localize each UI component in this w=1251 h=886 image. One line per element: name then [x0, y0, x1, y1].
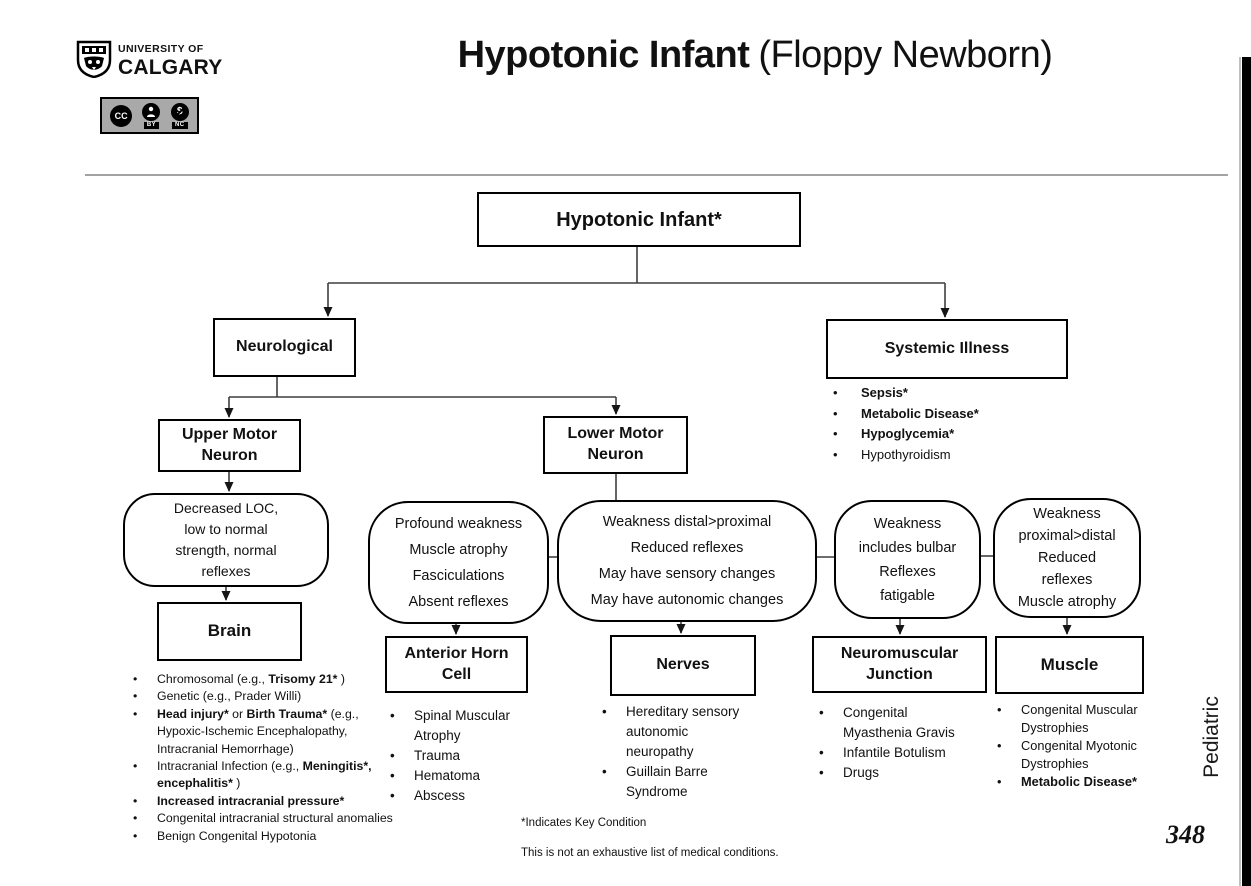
list-item-text: Congenital Myotonic Dystrophies — [1021, 738, 1137, 771]
pill-line: Muscle atrophy — [1017, 594, 1117, 610]
bullet-dot: • — [390, 708, 395, 723]
bullet-dot: • — [819, 705, 824, 720]
list-item-text: Metabolic Disease* — [1021, 774, 1137, 789]
feature-pill-nerves — [557, 500, 817, 622]
list-item — [383, 786, 543, 806]
neuromuscular-junction-list — [812, 703, 997, 783]
list-item — [126, 671, 394, 688]
flow-node-nerves: Nerves — [610, 635, 756, 696]
bullet-dot: • — [390, 768, 395, 783]
pill-line: Fasciculations — [412, 567, 505, 584]
pill-line: reflexes — [201, 563, 251, 579]
brain-list — [126, 671, 394, 845]
bullet-dot: • — [833, 385, 838, 400]
cc-by-person-icon — [142, 103, 160, 121]
list-item-text: Chromosomal (e.g., Trisomy 21* ) — [157, 672, 345, 686]
list-item — [812, 743, 997, 763]
bullet-dot: • — [390, 788, 395, 803]
bullet-dot: • — [602, 764, 607, 779]
cc-nc-label: NC — [172, 122, 188, 129]
pill-line: Decreased LOC, — [173, 500, 279, 516]
nerves-list — [595, 702, 760, 802]
flow-node-root: Hypotonic Infant* — [477, 192, 801, 247]
bullet-dot: • — [833, 426, 838, 441]
flow-node-anterior-horn-cell: Anterior Horn Cell — [385, 636, 528, 693]
uofc-crest-icon — [76, 40, 112, 78]
list-item — [383, 746, 543, 766]
list-item — [595, 702, 760, 762]
pill-line: Weakness distal>proximal — [602, 514, 772, 530]
list-item-text: Infantile Botulism — [843, 745, 946, 760]
cc-by-label: BY — [144, 122, 159, 129]
cc-license-badge — [100, 97, 199, 134]
flow-node-upper-motor-neuron: Upper Motor Neuron — [158, 419, 301, 472]
pill-line: May have sensory changes — [598, 566, 776, 582]
list-item-text: Head injury* or Birth Trauma* (e.g., Hypoxic-Ischemic Encephalopathy, Intracranial Hemorrhage) — [157, 706, 359, 756]
bullet-dot: • — [833, 405, 838, 421]
list-item-text: Congenital intracranial structural anomalies — [157, 811, 393, 826]
list-item — [383, 766, 543, 786]
title-divider — [85, 174, 1228, 176]
list-item — [826, 424, 1064, 445]
feature-pill-muscle — [993, 498, 1141, 618]
bullet-dot: • — [133, 689, 138, 704]
bullet-dot: • — [833, 446, 838, 462]
list-item-text: Intracranial Infection (e.g., Meningitis*, encephalitis* ) — [157, 759, 372, 791]
flow-node-neurological: Neurological — [213, 318, 356, 377]
pill-line: Muscle atrophy — [409, 541, 508, 558]
list-item — [990, 773, 1155, 791]
cc-by-group — [142, 103, 160, 129]
section-tab-label: Pediatric — [1200, 696, 1223, 778]
list-item-text: Hypoglycemia* — [861, 426, 955, 441]
logo-line2: CALGARY — [118, 55, 223, 79]
pill-line: May have autonomic changes — [590, 592, 784, 608]
bullet-dot: • — [133, 828, 138, 843]
bullet-dot: • — [133, 672, 138, 686]
list-item — [126, 758, 394, 793]
muscle-list — [990, 701, 1155, 791]
pill-line: includes bulbar — [858, 539, 957, 556]
list-item — [126, 793, 394, 810]
list-item-text: Guillain Barre Syndrome — [626, 764, 708, 799]
list-item — [126, 810, 394, 827]
feature-pill-umn — [123, 493, 329, 587]
bullet-dot: • — [997, 774, 1002, 789]
bullet-dot: • — [819, 745, 824, 760]
flow-node-lower-motor-neuron: Lower Motor Neuron — [543, 416, 688, 474]
list-item-text: Increased intracranial pressure* — [157, 793, 345, 808]
bullet-dot: • — [602, 704, 607, 719]
bullet-dot: • — [133, 706, 138, 721]
page-title-bold: Hypotonic Infant — [457, 34, 750, 76]
pill-line: Weakness — [1033, 506, 1101, 522]
page-title — [280, 34, 1230, 77]
list-item-text: Congenital Myasthenia Gravis — [843, 705, 955, 740]
bullet-dot: • — [997, 738, 1002, 753]
list-item — [990, 701, 1155, 737]
list-item — [826, 445, 1064, 466]
pill-line: fatigable — [880, 587, 935, 604]
list-item-text: Genetic (e.g., Prader Willi) — [157, 689, 302, 704]
list-item-text: Trauma — [414, 748, 461, 763]
list-item-text: Spinal Muscular Atrophy — [414, 708, 511, 743]
feature-pill-anterior-horn-cell — [368, 501, 549, 624]
bullet-dot: • — [133, 811, 138, 826]
list-item — [826, 404, 1064, 425]
list-item-text: Hematoma — [414, 768, 481, 783]
pill-line: reflexes — [1041, 572, 1093, 588]
bullet-dot: • — [133, 793, 138, 808]
sidebar-gray-line — [1239, 57, 1241, 886]
list-item — [812, 763, 997, 783]
list-item-text: Metabolic Disease* — [861, 405, 979, 421]
page-title-regular: (Floppy Newborn) — [758, 34, 1053, 76]
bullet-dot: • — [997, 702, 1002, 717]
bullet-dot: • — [819, 765, 824, 780]
list-item — [595, 762, 760, 802]
pill-line: low to normal — [184, 521, 268, 537]
logo-line1: UNIVERSITY OF — [118, 43, 204, 55]
cc-nc-group — [171, 103, 189, 129]
list-item — [812, 703, 997, 743]
flow-node-neuromuscular-junction: Neuromuscular Junction — [812, 636, 987, 693]
bullet-dot: • — [133, 759, 138, 774]
cc-nc-dollar-icon — [171, 103, 189, 121]
footnote-disclaimer: This is not an exhaustive list of medical conditions. — [521, 847, 779, 859]
pill-line: Reflexes — [879, 563, 936, 580]
list-item-text: Hypothyroidism — [861, 446, 951, 462]
flow-node-muscle: Muscle — [995, 636, 1144, 694]
systemic-illness-list — [826, 383, 1064, 465]
sidebar-black-bar — [1242, 57, 1251, 886]
list-item-text: Benign Congenital Hypotonia — [157, 828, 317, 843]
cc-icon: CC — [110, 105, 132, 127]
pill-line: Reduced reflexes — [630, 540, 744, 556]
list-item — [126, 688, 394, 705]
list-item — [126, 828, 394, 845]
page-number: 348 — [1166, 820, 1205, 849]
list-item — [990, 737, 1155, 773]
list-item — [383, 706, 543, 746]
pill-line: strength, normal — [175, 542, 277, 558]
pill-line: Absent reflexes — [408, 593, 509, 610]
flow-node-brain: Brain — [157, 602, 302, 661]
anterior-horn-cell-list — [383, 706, 543, 806]
list-item — [126, 706, 394, 758]
list-item-text: Congenital Muscular Dystrophies — [1021, 702, 1138, 735]
feature-pill-neuromuscular-junction — [834, 500, 981, 619]
pill-line: Profound weakness — [394, 515, 523, 532]
uofc-logo — [118, 44, 222, 78]
list-item — [826, 383, 1064, 404]
list-item-text: Sepsis* — [861, 385, 908, 400]
list-item-text: Abscess — [414, 788, 466, 803]
bullet-dot: • — [390, 748, 395, 763]
list-item-text: Hereditary sensory autonomic neuropathy — [626, 704, 740, 759]
footnote-key-condition: *Indicates Key Condition — [521, 817, 647, 829]
pill-line: Weakness — [873, 515, 942, 532]
pill-line: proximal>distal — [1018, 528, 1116, 544]
list-item-text: Drugs — [843, 765, 880, 780]
pill-line: Reduced — [1037, 550, 1097, 566]
flow-node-systemic-illness: Systemic Illness — [826, 319, 1068, 379]
